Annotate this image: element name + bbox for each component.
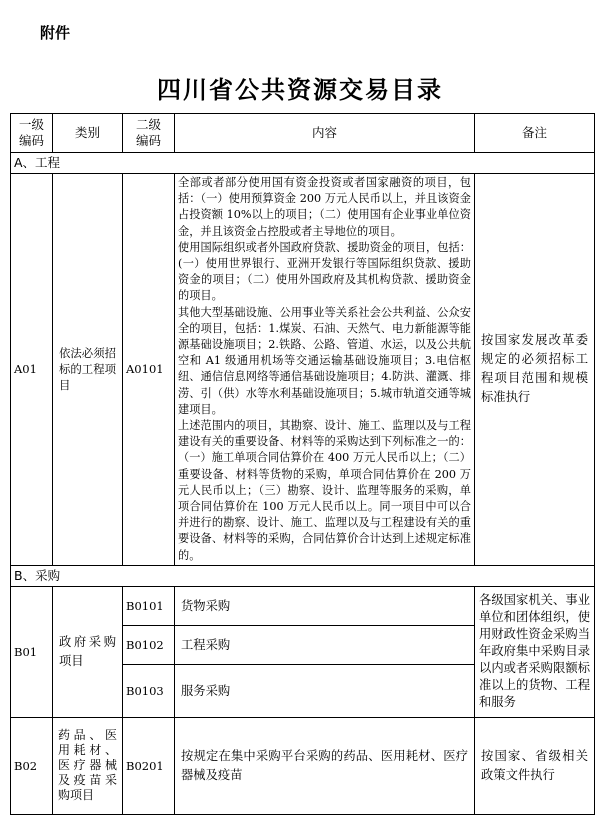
content-cell: 按规定在集中采购平台采购的药品、医用耗材、医疗器械及疫苗 — [175, 717, 475, 814]
content-cell: 工程采购 — [175, 625, 475, 664]
content-cell — [175, 174, 475, 566]
col-header-text: 备注 — [521, 125, 547, 140]
col-header-text: 类别 — [74, 125, 100, 140]
content-cell: 服务采购 — [175, 664, 475, 717]
section-row-engineering — [11, 153, 595, 174]
col-header-text: 二级 编码 — [135, 117, 161, 148]
level2-code: B0102 — [123, 625, 175, 664]
col-header-note — [475, 114, 595, 153]
section-title: B、采购 — [11, 565, 595, 586]
catalog-table — [10, 113, 595, 815]
col-header-level2-code — [123, 114, 175, 153]
content-paragraph: 上述范围内的项目，其勘察、设计、施工、监理以及与工程建设有关的重要设备、材料等的采购达到下列标准之一的：（一）施工单项合同估算价在 400 万元人民币以上；（二）重要设备、材料等货物的采购，单项合同估算价在 200 万元人民币以上；（三）勘察、设计、监理等服务的采购，单项合同估算价在 100 万元人民币以上。同一项目中可以合并进行的勘察、设计、施工、监理以及与工程建设有关的重要设备、材料等的采购，合同估算价合计达到上述规定标准的。 — [178, 419, 471, 562]
level1-code: B02 — [11, 717, 53, 814]
table-header-row — [11, 114, 595, 153]
content-paragraph: 全部或者部分使用国有资金投资或者国家融资的项目，包括：（一）使用预算资金 200 万元人民币以上，并且该资金占投资额 10%以上的项目；（二）使用国有企业事业单位资金，并且该资金占控股或者主导地位的项目。 — [178, 176, 471, 238]
note-cell: 按国家发展改革委规定的必须招标工程项目范围和规模标准执行 — [475, 174, 595, 566]
col-header-text: 内容 — [311, 125, 337, 140]
content-paragraph: 其他大型基础设施、公用事业等关系社会公共利益、公众安全的项目，包括：1.煤炭、石油、天然气、电力新能源等能源基础设施项目；2.铁路、公路、管道、水运，以及公共航空和 A1 级通用机场等交通运输基础设施项目；3.电信枢纽、通信信息网络等通信基础设施项目；4.防洪、灌溉、排涝、引（供）水等水利基础设施项目；5.城市轨道交通等城建项目。 — [178, 305, 471, 416]
table-row — [11, 586, 595, 625]
level1-code: A01 — [11, 174, 53, 566]
table-row — [11, 174, 595, 566]
level2-code: B0103 — [123, 664, 175, 717]
col-header-content — [175, 114, 475, 153]
category-cell: 依法必须招标的工程项目 — [53, 174, 123, 566]
col-header-category — [53, 114, 123, 153]
level2-code: A0101 — [123, 174, 175, 566]
category-cell: 政府采购项目 — [53, 586, 123, 717]
note-cell: 按国家、省级相关政策文件执行 — [475, 717, 595, 814]
attachment-label: 附件 — [40, 24, 71, 42]
section-row-procurement — [11, 565, 595, 586]
col-header-level1-code — [11, 114, 53, 153]
page-title: 四川省公共资源交易目录 — [157, 76, 443, 104]
table-row — [11, 717, 595, 814]
col-header-text: 一级 编码 — [18, 117, 44, 148]
category-cell: 药品、医用耗材、医疗器械及疫苗采购项目 — [53, 717, 123, 814]
note-cell: 各级国家机关、事业单位和团体组织，使用财政性资金采购当年政府集中采购目录以内或者采购限额标准以上的货物、工程和服务 — [475, 586, 595, 717]
level1-code: B01 — [11, 586, 53, 717]
content-paragraph: 使用国际组织或者外国政府贷款、援助资金的项目，包括：(一）使用世界银行、亚洲开发银行等国际组织贷款、援助资金的项目；（二）使用外国政府及其机构贷款、援助资金的项目。 — [178, 240, 471, 303]
content-cell: 货物采购 — [175, 586, 475, 625]
level2-code: B0201 — [123, 717, 175, 814]
level2-code: B0101 — [123, 586, 175, 625]
section-title: A、工程 — [11, 153, 595, 174]
